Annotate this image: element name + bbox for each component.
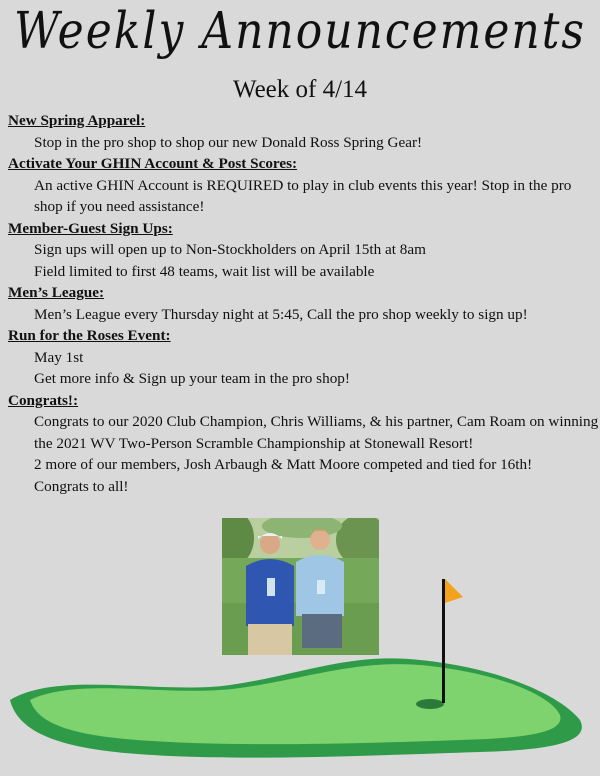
flag-icon <box>430 575 470 705</box>
winners-photo <box>222 518 379 655</box>
section-heading: Member-Guest Sign Ups: <box>8 219 173 237</box>
section-line: An active GHIN Account is REQUIRED to play in club events this year! Stop in the pro shop if you need assistance! <box>34 176 572 215</box>
section-line: Congrats to our 2020 Club Champion, Chris Williams, & his partner, Cam Roam on winning the 2021 WV Two-Person Scramble Championship at Stonewall Resort! <box>34 413 599 452</box>
page-subtitle: Week of 4/14 <box>232 76 368 103</box>
section-heading: Activate Your GHIN Account & Post Scores: <box>8 155 298 172</box>
section-roses <box>8 325 600 390</box>
section-line: 2 more of our members, Josh Arbaugh & Matt Moore competed and tied for 16th! <box>34 456 533 473</box>
section-heading: Congrats!: <box>8 391 79 409</box>
section-line: Congrats to all! <box>34 477 129 495</box>
section-heading: Men’s League: <box>8 284 105 301</box>
announcements-list <box>8 110 600 497</box>
section-line: Sign ups will open up to Non-Stockholders on April 15th at 8am <box>34 241 426 258</box>
section-line: Get more info & Sign up your team in the pro shop! <box>34 370 350 387</box>
section-ghin <box>8 153 600 218</box>
section-line: Stop in the pro shop to shop our new Donald Ross Spring Gear! <box>34 133 423 151</box>
golf-green-illustration <box>0 640 600 776</box>
section-member-guest <box>8 218 600 283</box>
section-line: Field limited to first 48 teams, wait list will be available <box>34 262 375 280</box>
section-line: Men’s League every Thursday night at 5:45, Call the pro shop weekly to sign up! <box>34 305 528 323</box>
winners-photo-illustration <box>222 518 379 655</box>
page-title: Weekly Announcements <box>14 2 586 61</box>
section-congrats <box>8 390 600 498</box>
section-apparel <box>8 110 600 153</box>
section-heading: Run for the Roses Event: <box>8 327 171 344</box>
section-line: May 1st <box>34 348 84 366</box>
section-mens-league <box>8 282 600 325</box>
section-heading: New Spring Apparel: <box>8 112 146 129</box>
